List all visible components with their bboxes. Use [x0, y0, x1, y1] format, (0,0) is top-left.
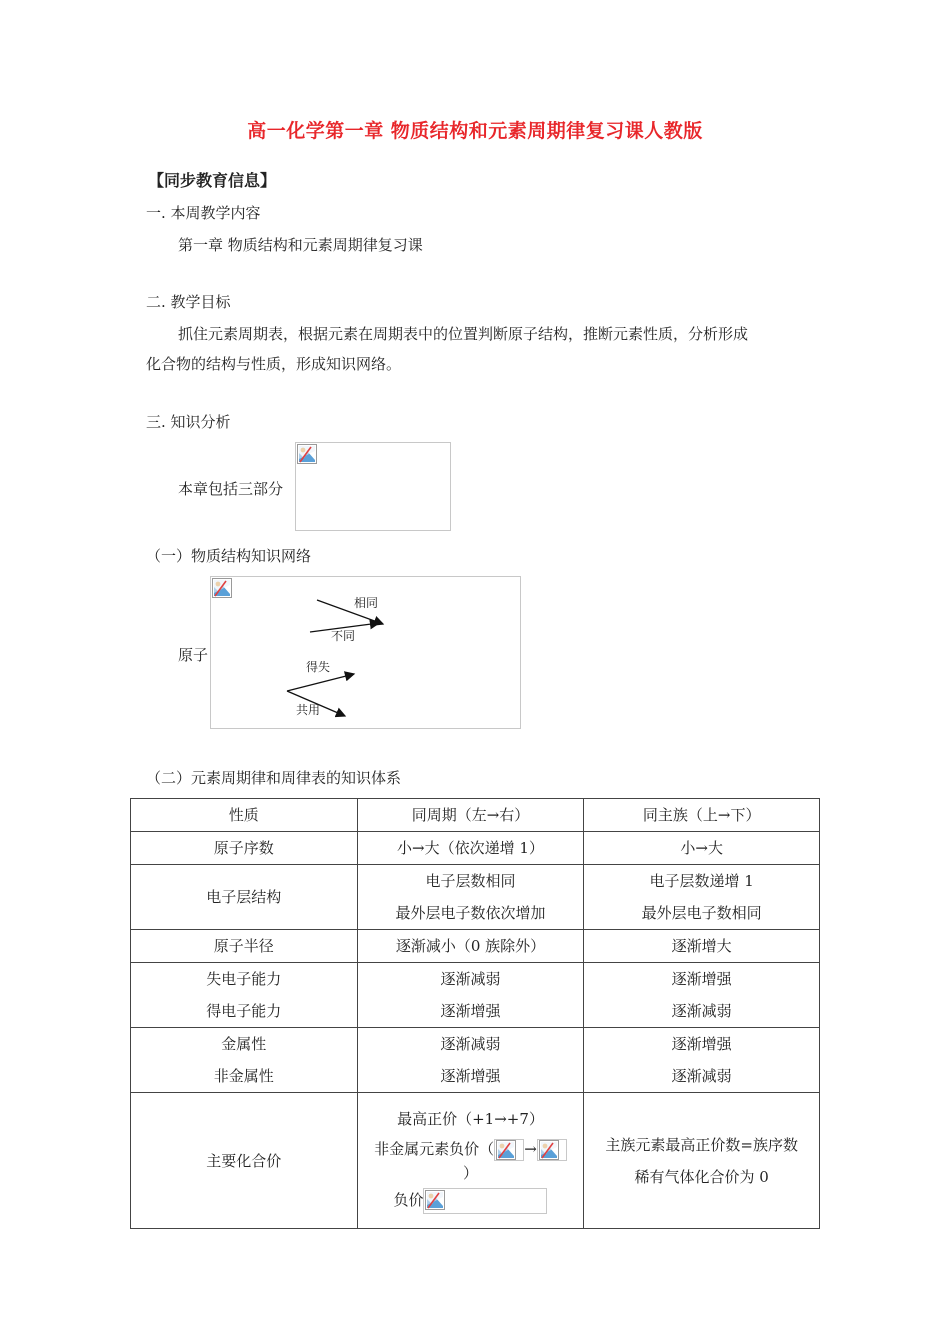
subsection-2-label: （二）元素周期律和周律表的知识体系: [146, 769, 402, 787]
section-1-body: 第一章 物质结构和元素周期律复习课: [178, 236, 423, 254]
table-row: [131, 865, 820, 930]
valence-property: 主要化合价: [131, 1093, 358, 1229]
row-property: 失电子能力: [206, 970, 282, 988]
valence-group-noble: 稀有气体化合价为 0: [634, 1167, 769, 1186]
negative-valence-label: 负价: [393, 1190, 424, 1209]
label-different: 不同: [331, 629, 356, 643]
valence-negative-row: [358, 1182, 584, 1218]
row-group-value: 最外层电子数相同: [641, 904, 762, 922]
row-group-value: 逐渐增强: [671, 1035, 732, 1053]
subsection-1-label: （一）物质结构知识网络: [146, 547, 312, 565]
image-placeholder-structure-network: [210, 576, 521, 729]
row-period-value: 逐渐减弱: [440, 1035, 501, 1053]
header-same-period: 同周期（左→右）: [357, 799, 584, 832]
section-2-body-line2: 化合物的结构与性质，形成知识网络。: [146, 355, 402, 373]
row-group-value: 逐渐减弱: [671, 1002, 732, 1020]
row-period-value: 最外层电子数依次增加: [395, 904, 546, 922]
table-row: [131, 832, 820, 865]
table-header-row: [131, 799, 820, 832]
row-period-value: 电子层数相同: [425, 872, 516, 890]
periodic-law-table: [130, 798, 820, 1229]
broken-image-icon: [539, 1140, 559, 1160]
broken-image-icon: [496, 1140, 516, 1160]
section-1-label: 一. 本周教学内容: [146, 204, 261, 222]
table-row: [131, 963, 820, 1028]
row-property: 原子序数: [213, 839, 274, 857]
row-period-value: 逐渐减弱: [440, 970, 501, 988]
section-3-intro: 本章包括三部分: [178, 480, 284, 498]
valence-close-paren: ）: [462, 1163, 478, 1182]
label-shared: 共用: [296, 703, 321, 717]
section-3-label: 三. 知识分析: [146, 413, 231, 431]
section-2-body-line1: 抓住元素周期表，根据元素在周期表中的位置判断原子结构，推断元素性质，分析形成: [178, 325, 749, 343]
broken-image-icon: [425, 1190, 445, 1210]
header-property: 性质: [131, 799, 358, 832]
valence-negative-label: 非金属元素负价（: [374, 1139, 495, 1158]
table-row: [131, 930, 820, 963]
formula-image-placeholder: [423, 1188, 547, 1214]
row-group-value: 逐渐减弱: [671, 1067, 732, 1085]
row-property: 金属性: [221, 1035, 267, 1053]
row-period-value: 逐渐增强: [440, 1067, 501, 1085]
row-group-value: 逐渐增大: [671, 937, 732, 955]
row-period-value: 小→大（依次递增 1）: [397, 839, 544, 857]
label-same: 相同: [354, 596, 379, 610]
arrow-glyph: →: [524, 1139, 537, 1158]
row-property: 电子层结构: [206, 888, 282, 906]
row-group-value: 小→大: [680, 839, 723, 857]
row-group-value: 逐渐增强: [671, 970, 732, 988]
valence-group-max: 主族元素最高正价数=族序数: [605, 1135, 798, 1154]
row-period-value: 逐渐减小（0 族除外）: [395, 937, 546, 955]
table-row-valence: [131, 1093, 820, 1229]
formula-image-placeholder: [494, 1139, 524, 1161]
label-gain-lose: 得失: [306, 660, 331, 674]
row-property: 非金属性: [213, 1067, 274, 1085]
valence-period-negative: [358, 1134, 584, 1164]
row-property: 原子半径: [213, 937, 274, 955]
row-group-value: 电子层数递增 1: [649, 872, 754, 890]
formula-image-placeholder: [537, 1139, 567, 1161]
broken-image-icon: [297, 444, 317, 464]
arrow-gain-lose: [287, 674, 354, 691]
row-property: 得电子能力: [206, 1002, 282, 1020]
section-2-label: 二. 教学目标: [146, 293, 231, 311]
header-same-group: 同主族（上→下）: [584, 799, 820, 832]
info-heading: 【同步教育信息】: [148, 171, 277, 190]
atom-label: 原子: [178, 646, 209, 664]
table-row: [131, 1028, 820, 1093]
row-period-value: 逐渐增强: [440, 1002, 501, 1020]
valence-period-max: 最高正价（+1→+7）: [397, 1109, 544, 1128]
page-title: 高一化学第一章 物质结构和元素周期律复习课人教版: [247, 120, 703, 142]
image-placeholder-parts: [295, 442, 451, 531]
